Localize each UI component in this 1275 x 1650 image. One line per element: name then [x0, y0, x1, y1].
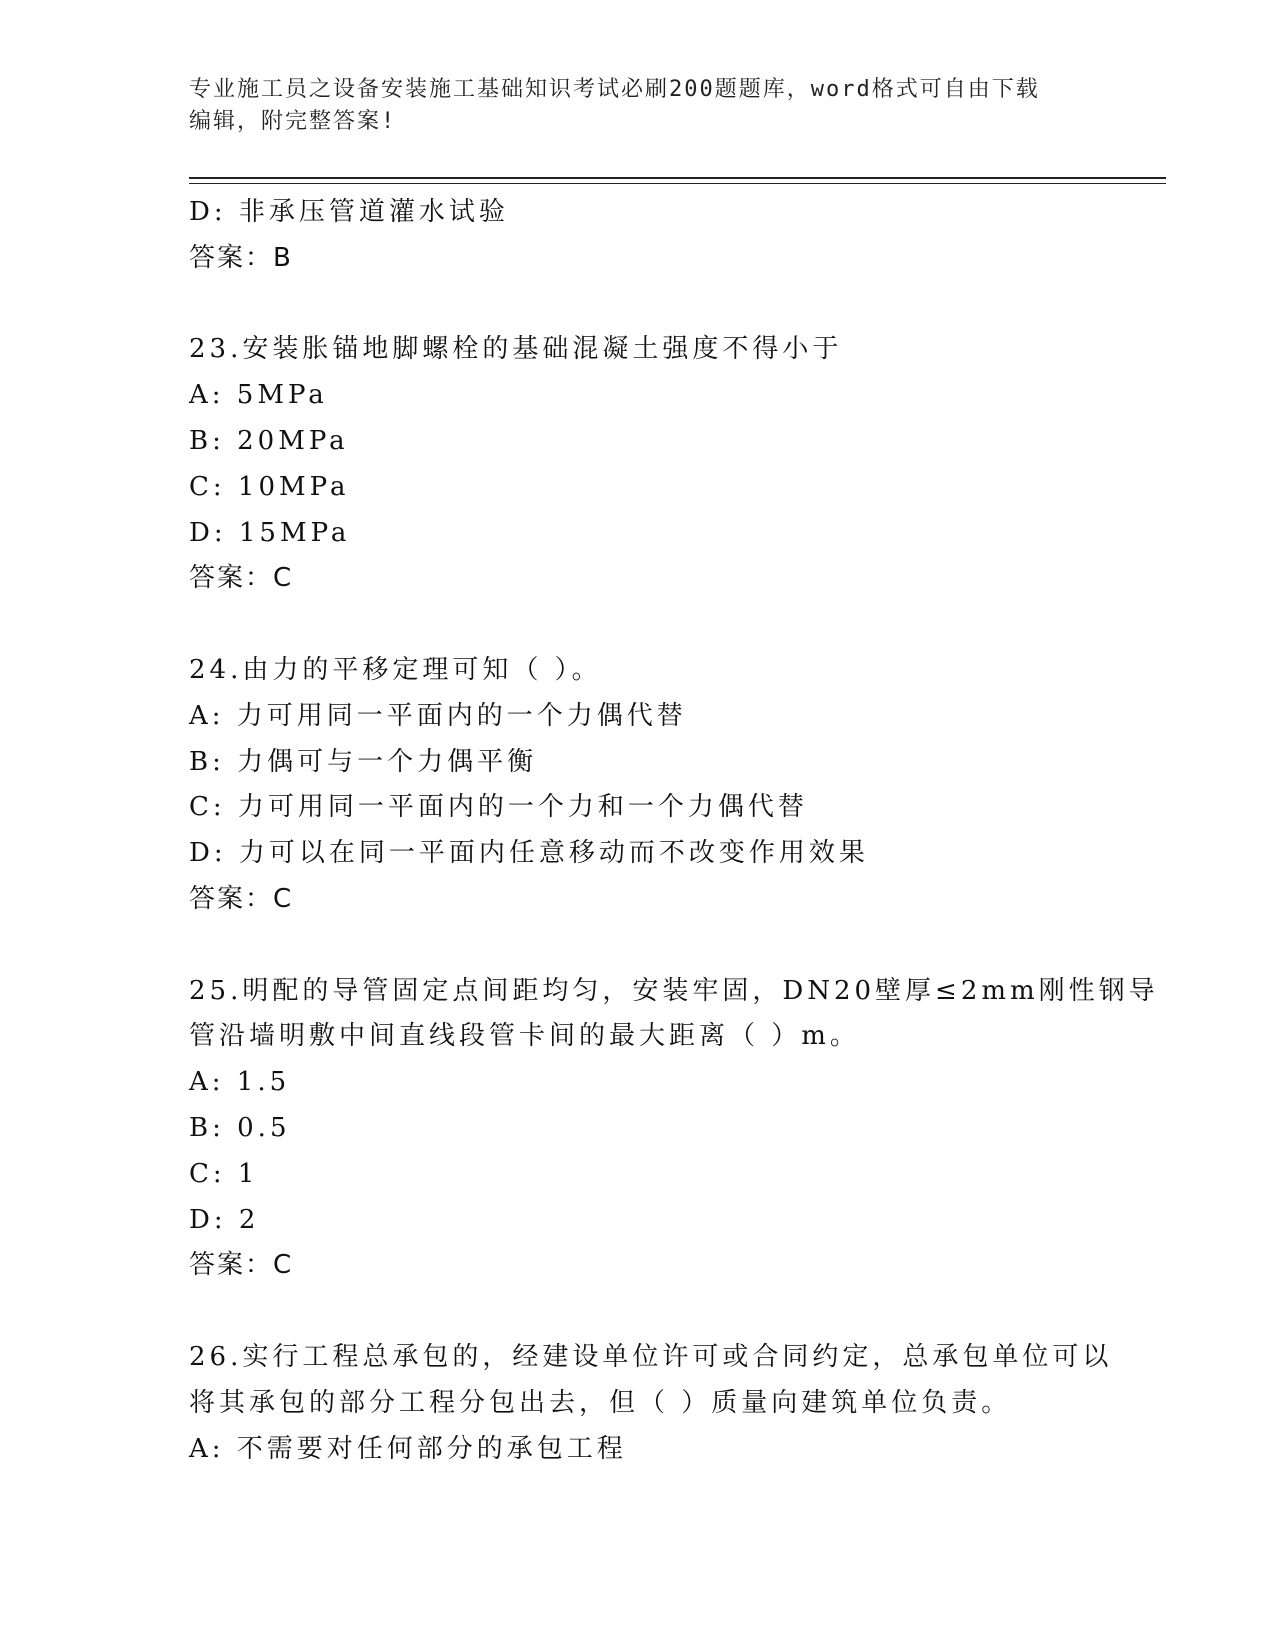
- option-d: D: 力可以在同一平面内任意移动而不改变作用效果: [189, 838, 869, 869]
- header-title-line1: 专业施工员之设备安装施工基础知识考试必刷200题题库，word格式可自由下载: [189, 77, 1040, 102]
- option-d: D: 非承压管道灌水试验: [189, 197, 509, 227]
- header-title-line2: 编辑，附完整答案!: [189, 109, 397, 134]
- question-list: [189, 190, 1159, 1472]
- option-c: C: 10MPa: [189, 471, 350, 502]
- question-24: [189, 648, 1089, 923]
- spacer: [189, 602, 1089, 648]
- question-stem-line2: 管沿墙明敷中间直线段管卡间的最大距离（ ）m。: [189, 1021, 860, 1052]
- option-a: A: 1.5: [189, 1067, 291, 1098]
- question-stem: 23.安装胀锚地脚螺栓的基础混凝土强度不得小于: [189, 334, 843, 365]
- option-a: A: 不需要对任何部分的承包工程: [189, 1433, 627, 1464]
- answer-line: 答案：C: [189, 1250, 294, 1281]
- option-c: C: 力可用同一平面内的一个力和一个力偶代替: [189, 792, 808, 823]
- option-b: B: 20MPa: [189, 425, 349, 456]
- answer-line: 答案：C: [189, 563, 294, 594]
- answer-line: 答案：C: [189, 883, 294, 914]
- spacer: [189, 282, 1089, 328]
- document-header: [189, 74, 1089, 138]
- option-d: D: 15MPa: [189, 517, 351, 548]
- option-a: A: 5MPa: [189, 380, 328, 411]
- header-divider-bottom: [189, 183, 1166, 184]
- spacer: [189, 1289, 1089, 1335]
- question-22-tail: [189, 190, 1089, 282]
- question-26: [189, 1335, 1113, 1472]
- header-divider-top: [189, 177, 1166, 179]
- question-25: [189, 969, 1159, 1290]
- option-d: D: 2: [189, 1204, 260, 1235]
- spacer: [189, 923, 1089, 969]
- question-stem-line1: 25.明配的导管固定点间距均匀，安装牢固，DN20壁厚≤2mm刚性钢导: [189, 975, 1159, 1006]
- question-23: [189, 327, 1089, 602]
- option-a: A: 力可用同一平面内的一个力偶代替: [189, 700, 687, 731]
- question-stem-line1: 26.实行工程总承包的，经建设单位许可或合同约定，总承包单位可以: [189, 1341, 1113, 1372]
- option-b: B: 力偶可与一个力偶平衡: [189, 746, 538, 777]
- question-stem: 24.由力的平移定理可知（ ）。: [189, 654, 602, 685]
- answer-line: 答案：B: [189, 242, 293, 273]
- option-c: C: 1: [189, 1158, 259, 1189]
- option-b: B: 0.5: [189, 1112, 291, 1143]
- question-stem-line2: 将其承包的部分工程分包出去，但（ ）质量向建筑单位负责。: [189, 1387, 1012, 1418]
